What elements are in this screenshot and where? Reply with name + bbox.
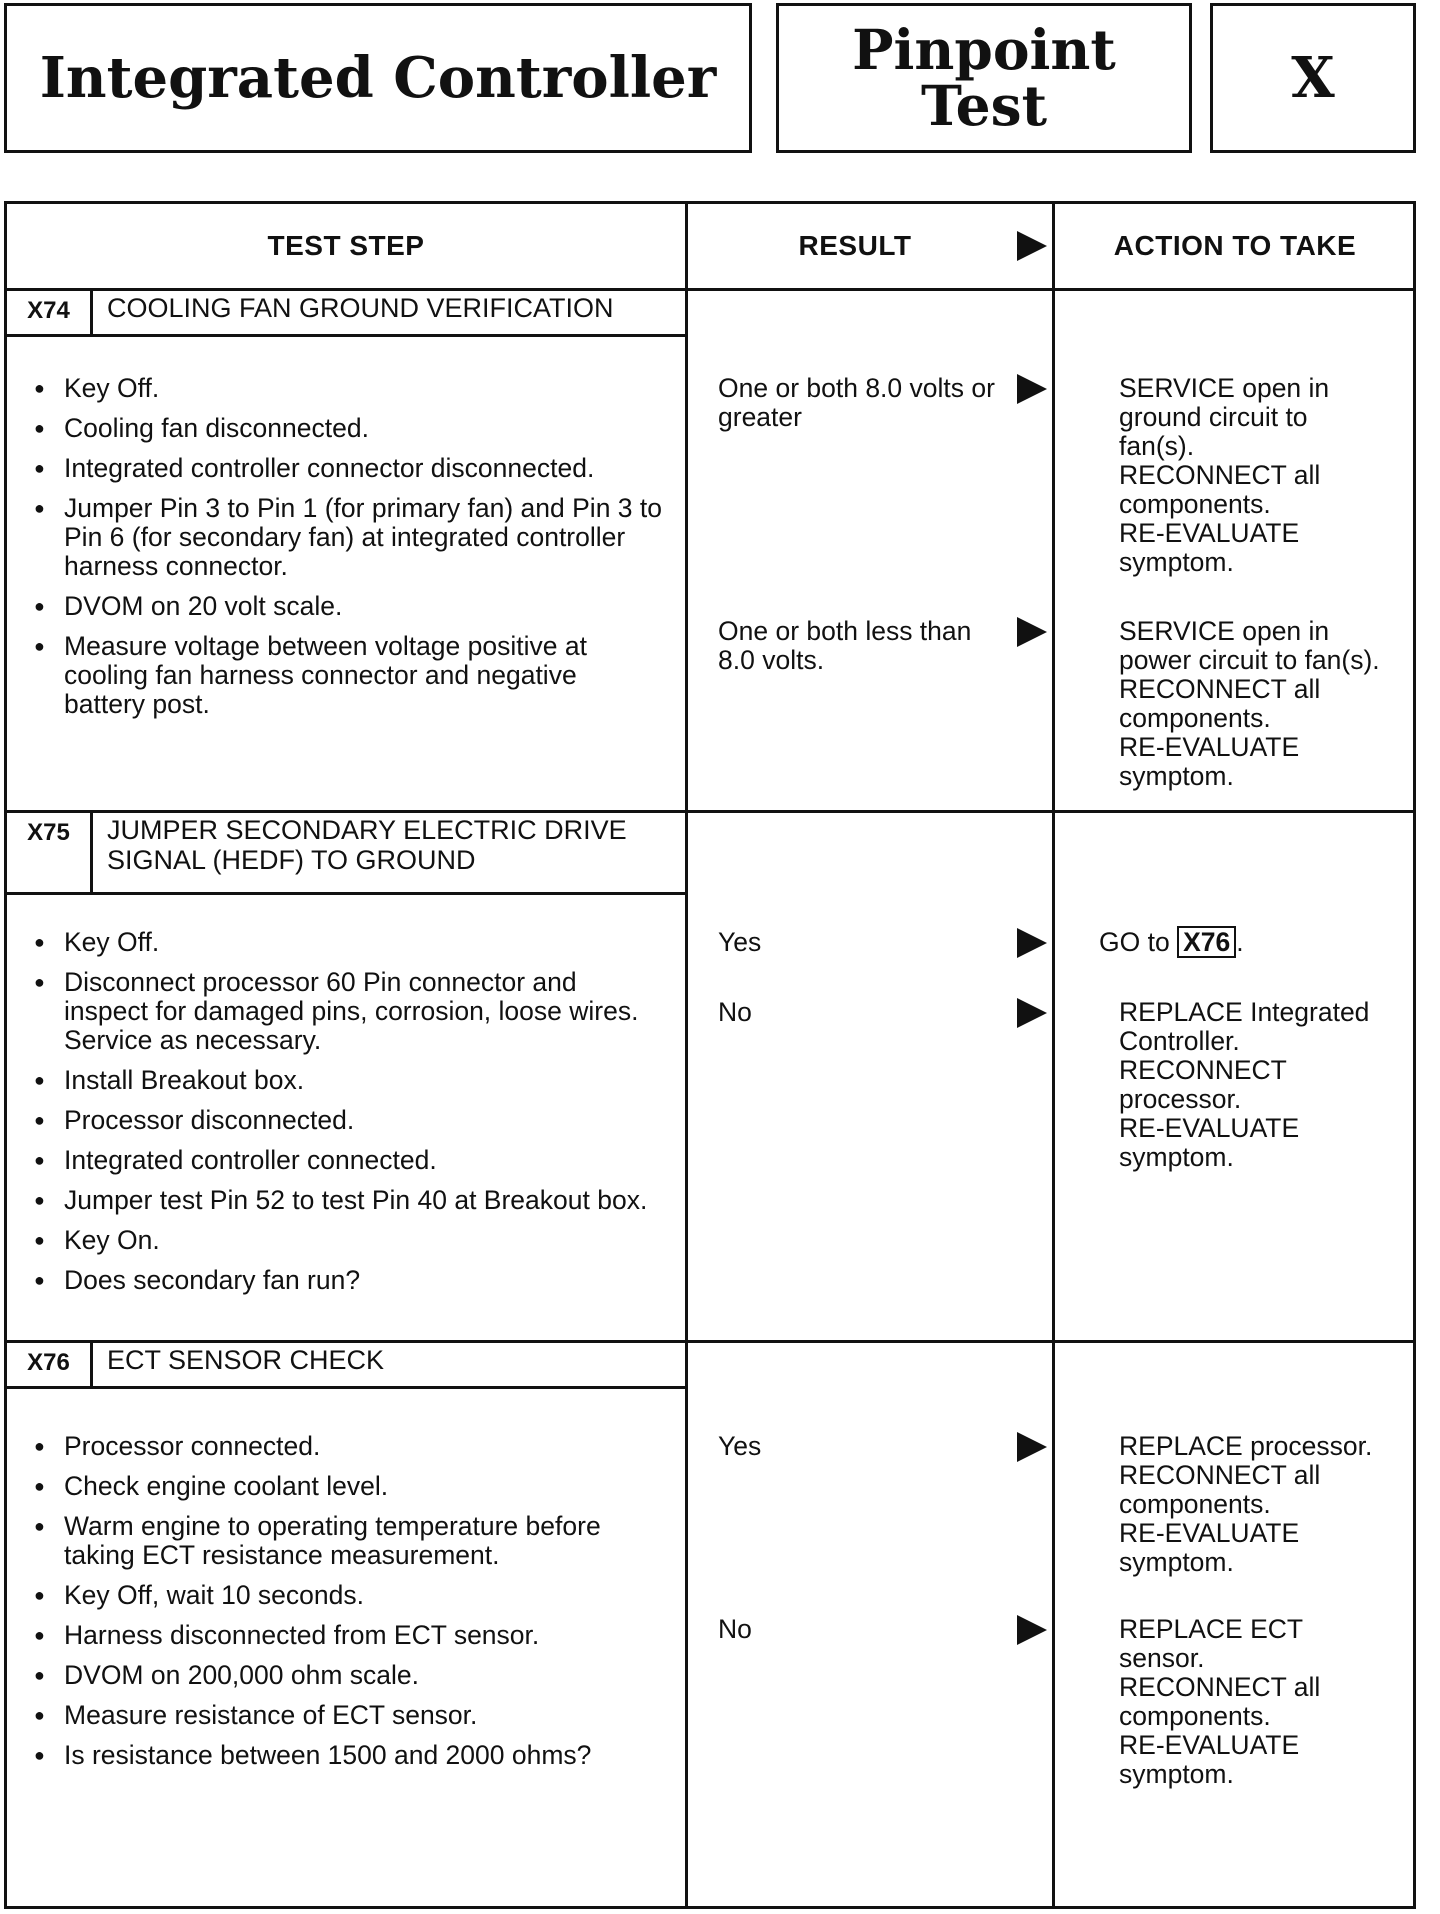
step-x75-instructions <box>34 928 664 1306</box>
pinpoint-test-table <box>4 201 1416 1909</box>
result-x74-1: One or both 8.0 volts or greater <box>718 373 995 432</box>
list-item: ● Key Off. <box>34 928 664 957</box>
action-line: ground circuit to <box>1119 402 1308 432</box>
column-divider-1 <box>685 204 688 1906</box>
result-x76-no: No <box>718 1614 752 1644</box>
column-header-test-step: TEST STEP <box>267 230 425 261</box>
list-item: ● Check engine coolant level. <box>34 1472 664 1501</box>
result-arrow-icon <box>1017 928 1047 958</box>
action-x76-yes <box>1119 1432 1414 1577</box>
action-line: processor. <box>1119 1084 1242 1114</box>
list-item: ● Is resistance between 1500 and 2000 ohms? <box>34 1741 664 1770</box>
step-header-x76 <box>7 1343 688 1389</box>
list-item: ● Measure voltage between voltage positive at cooling fan harness connector and negative battery post. <box>34 632 664 719</box>
action-line: sensor. <box>1119 1643 1205 1673</box>
action-x74-1 <box>1119 374 1409 577</box>
action-line: RE-EVALUATE <box>1119 518 1300 548</box>
action-line: symptom. <box>1119 1759 1234 1789</box>
result-x74-2: One or both less than 8.0 volts. <box>718 616 972 675</box>
list-item: ● Key Off. <box>34 374 664 403</box>
list-item: ● Key Off, wait 10 seconds. <box>34 1581 664 1610</box>
action-line: RECONNECT all <box>1119 460 1321 490</box>
list-item: ● Integrated controller connector disconnected. <box>34 454 664 483</box>
pinpoint-test-box <box>776 3 1192 153</box>
list-item: ● Processor connected. <box>34 1432 664 1461</box>
go-to-step-reference[interactable]: X76 <box>1177 926 1236 958</box>
step-title-line: SIGNAL (HEDF) TO GROUND <box>107 845 476 876</box>
list-item: ● Cooling fan disconnected. <box>34 414 664 443</box>
step-title-line: JUMPER SECONDARY ELECTRIC DRIVE <box>107 815 627 845</box>
column-header-action: ACTION TO TAKE <box>1113 230 1357 261</box>
step-title: ECT SENSOR CHECK <box>107 1345 385 1375</box>
result-arrow-icon <box>1017 374 1047 404</box>
action-line: RECONNECT <box>1119 1055 1287 1085</box>
column-divider-2 <box>1052 204 1055 1906</box>
step-id: X76 <box>7 1343 93 1386</box>
list-item: ● Jumper test Pin 52 to test Pin 40 at Breakout box. <box>34 1186 664 1215</box>
action-x75-no <box>1119 998 1409 1172</box>
action-suffix: . <box>1236 927 1244 957</box>
section-letter: X <box>1291 45 1335 111</box>
title-box <box>4 3 752 153</box>
pinpoint-test-label <box>852 16 1116 138</box>
action-line: REPLACE processor. <box>1119 1431 1373 1461</box>
result-arrow-icon <box>1017 1615 1047 1645</box>
action-line: fan(s). <box>1119 431 1195 461</box>
action-line: components. <box>1119 1701 1271 1731</box>
result-x76-yes: Yes <box>718 1431 762 1461</box>
action-line: RE-EVALUATE <box>1119 1113 1300 1143</box>
list-item: ● Disconnect processor 60 Pin connector and inspect for damaged pins, corrosion, loose wires. Service as necessary. <box>34 968 664 1055</box>
action-x74-2 <box>1119 617 1414 791</box>
column-header-result: RESULT <box>798 230 912 261</box>
result-x75-no: No <box>718 997 752 1027</box>
step-id: X74 <box>7 291 93 334</box>
list-item: ● Integrated controller connected. <box>34 1146 664 1175</box>
action-x75-yes <box>1099 926 1244 958</box>
list-item: ● Install Breakout box. <box>34 1066 664 1095</box>
step-id: X75 <box>7 813 93 892</box>
step-title: COOLING FAN GROUND VERIFICATION <box>107 293 614 323</box>
result-arrow-icon <box>1017 998 1047 1028</box>
action-go-to-label: GO to <box>1099 927 1170 957</box>
list-item: ● Does secondary fan run? <box>34 1266 664 1295</box>
result-arrow-icon <box>1017 231 1047 261</box>
action-line: SERVICE open in <box>1119 616 1330 646</box>
pinpoint-line-2: Test <box>921 73 1047 138</box>
list-item: ● Jumper Pin 3 to Pin 1 (for primary fan) and Pin 3 to Pin 6 (for secondary fan) at integrated controller harness connector. <box>34 494 664 581</box>
page-title: Integrated Controller <box>39 45 717 111</box>
list-item: ● Key On. <box>34 1226 664 1255</box>
action-line: components. <box>1119 489 1271 519</box>
action-line: RE-EVALUATE <box>1119 1730 1300 1760</box>
list-item: ● DVOM on 200,000 ohm scale. <box>34 1661 664 1690</box>
list-item: ● Harness disconnected from ECT sensor. <box>34 1621 664 1650</box>
action-line: Controller. <box>1119 1026 1240 1056</box>
action-line: symptom. <box>1119 1547 1234 1577</box>
action-line: components. <box>1119 703 1271 733</box>
step-x74-instructions <box>34 374 664 730</box>
list-item: ● DVOM on 20 volt scale. <box>34 592 664 621</box>
action-line: symptom. <box>1119 547 1234 577</box>
step-x76-instructions <box>34 1432 664 1781</box>
section-letter-box <box>1210 3 1416 153</box>
action-line: power circuit to fan(s). <box>1119 645 1380 675</box>
action-line: RE-EVALUATE <box>1119 732 1300 762</box>
list-item: ● Warm engine to operating temperature before taking ECT resistance measurement. <box>34 1512 664 1570</box>
action-line: symptom. <box>1119 1142 1234 1172</box>
result-arrow-icon <box>1017 617 1047 647</box>
action-line: SERVICE open in <box>1119 373 1330 403</box>
action-line: REPLACE Integrated <box>1119 997 1370 1027</box>
action-line: RECONNECT all <box>1119 1460 1321 1490</box>
action-line: REPLACE ECT <box>1119 1614 1304 1644</box>
list-item: ● Measure resistance of ECT sensor. <box>34 1701 664 1730</box>
result-arrow-icon <box>1017 1432 1047 1462</box>
step-header-x75 <box>7 813 688 895</box>
step-title <box>93 813 685 892</box>
action-line: symptom. <box>1119 761 1234 791</box>
action-line: components. <box>1119 1489 1271 1519</box>
pinpoint-line-1: Pinpoint <box>852 16 1116 82</box>
list-item: ● Processor disconnected. <box>34 1106 664 1135</box>
step-header-x74 <box>7 291 688 337</box>
result-x75-yes: Yes <box>718 927 762 957</box>
action-x76-no <box>1119 1615 1409 1789</box>
action-line: RE-EVALUATE <box>1119 1518 1300 1548</box>
action-line: RECONNECT all <box>1119 1672 1321 1702</box>
action-line: RECONNECT all <box>1119 674 1321 704</box>
